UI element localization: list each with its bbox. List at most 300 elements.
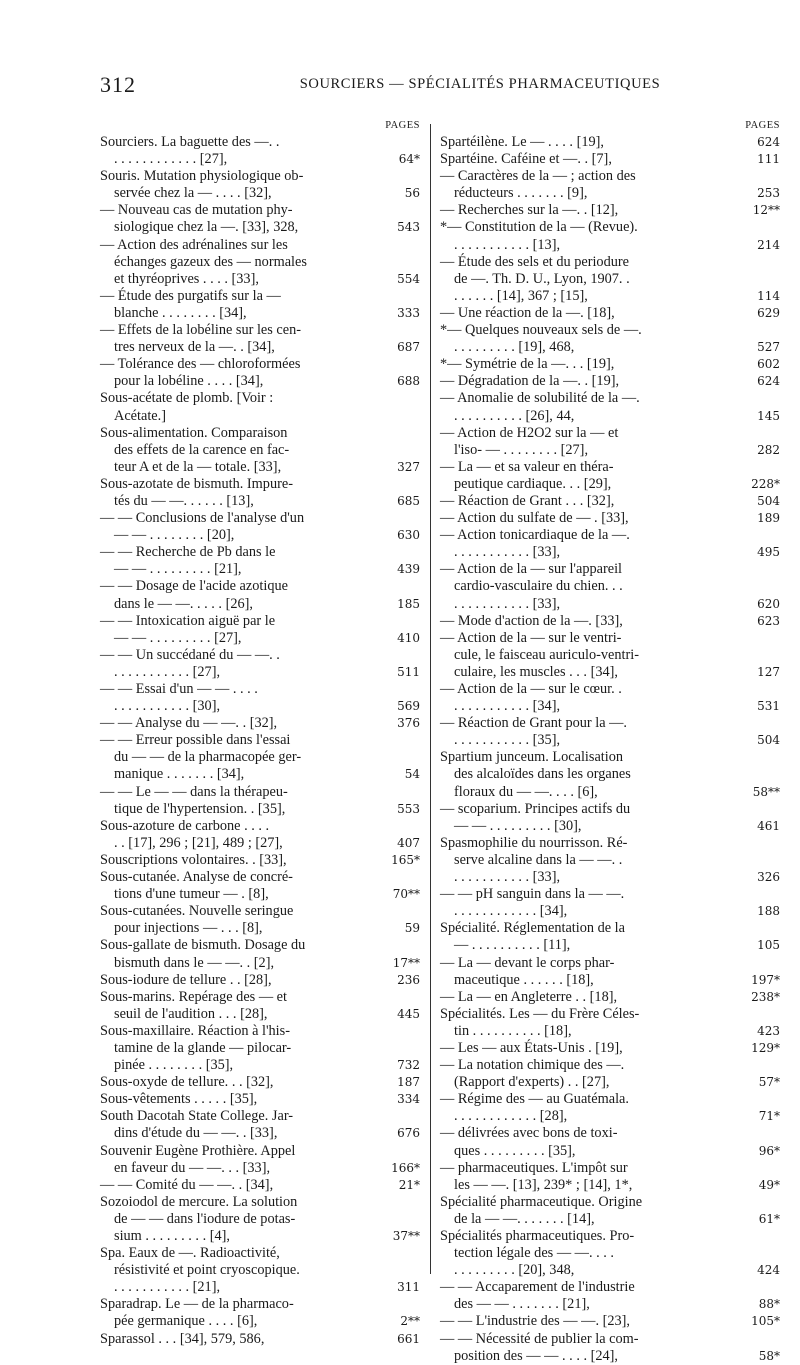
page-reference: 554 — [397, 271, 420, 286]
index-entry-line — [440, 288, 780, 305]
entry-text: — Action de la — sur le cœur. . — [440, 681, 622, 697]
entry-text: pour la lobéline . . . . [34], — [114, 373, 264, 390]
page-reference: 145 — [757, 408, 780, 423]
index-entry-line — [100, 903, 420, 920]
index-entry-line — [440, 339, 780, 356]
page-reference: 166* — [391, 1160, 420, 1175]
index-entry-line — [440, 903, 780, 920]
page-reference: 334 — [397, 1092, 420, 1107]
index-entry-line — [440, 749, 780, 766]
page-reference: 732 — [397, 1058, 420, 1073]
index-entry-line — [440, 647, 780, 664]
index-entry-line — [100, 339, 420, 356]
entry-text: les — —. [13], 239* ; [14], 1*, — [454, 1176, 633, 1193]
index-entry-line — [100, 476, 420, 493]
entry-text: Spartéilène. Le — . . . . [19], — [440, 134, 604, 150]
index-entry-line — [440, 459, 780, 476]
index-entry-line — [100, 1074, 420, 1091]
index-entry-line — [440, 715, 780, 732]
index-entry-line — [100, 1211, 420, 1228]
index-entry-line — [100, 219, 420, 236]
index-entry-line — [440, 151, 780, 168]
entry-text: — — pH sanguin dans la — —. — [440, 886, 625, 903]
index-entry-line — [100, 749, 420, 766]
index-entry-line — [100, 373, 420, 390]
entry-text: Spartéine. Caféine et —. . [7], — [440, 151, 612, 168]
entry-text: culaire, les muscles . . . [34], — [454, 663, 618, 680]
index-entry-line — [440, 202, 780, 219]
entry-text: siologique chez la —. [33], 328, — [114, 219, 299, 236]
page-reference: 602 — [757, 357, 780, 372]
page-reference: 96* — [758, 1143, 780, 1158]
page-reference: 61* — [758, 1211, 780, 1226]
index-entry-line — [100, 254, 420, 271]
index-entry-line — [440, 185, 780, 202]
index-entry-line — [100, 818, 420, 835]
page-reference: 238* — [751, 989, 780, 1004]
index-entry-line — [100, 920, 420, 937]
index-entry-line — [100, 185, 420, 202]
page-reference: 188 — [757, 904, 780, 919]
page-header — [100, 72, 780, 96]
entry-text: — — Nécessité de publier la com- — [440, 1330, 639, 1347]
index-entry-line — [440, 254, 780, 271]
page-reference: 21* — [398, 1177, 420, 1192]
entry-text: — Recherches sur la —. . [12], — [440, 202, 619, 219]
index-column-left — [100, 118, 420, 1348]
page-reference: 327 — [397, 459, 420, 474]
page-reference: 685 — [397, 493, 420, 508]
page-reference: 189 — [757, 511, 780, 526]
page-reference: 630 — [397, 528, 420, 543]
index-entry-line — [100, 1245, 420, 1262]
entry-text: . . . . . . . . . . . [35], — [454, 732, 561, 749]
entry-text: tions d'une tumeur — . [8], — [114, 886, 269, 903]
page-reference: 71* — [758, 1109, 780, 1124]
entry-text: — — Le — — dans la thérapeu- — [100, 783, 288, 800]
index-entry-line — [440, 1331, 780, 1348]
entry-text: South Dacotah State College. Jar- — [100, 1108, 294, 1125]
page-reference: 661 — [397, 1331, 420, 1346]
entry-text: — La — devant le corps phar- — [440, 954, 615, 971]
index-entry-line — [100, 237, 420, 254]
page-reference: 58** — [752, 784, 780, 799]
entry-text: maceutique . . . . . . [18], — [454, 971, 594, 988]
page-reference: 688 — [397, 374, 420, 389]
entry-text: — scoparium. Principes actifs du — [440, 800, 631, 817]
index-entry-line — [440, 356, 780, 373]
page-reference: 376 — [397, 716, 420, 731]
entry-text: en faveur du — —. . . [33], — [114, 1159, 271, 1176]
index-entry-line — [440, 561, 780, 578]
index-entry-line — [100, 322, 420, 339]
index-entry-line — [440, 544, 780, 561]
entry-text: Sous-gallate de bismuth. Dosage du — [100, 937, 306, 954]
entry-text: Sous-alimentation. Comparaison — [100, 424, 288, 441]
page-reference: 57* — [758, 1075, 780, 1090]
index-entry-line — [440, 1313, 780, 1330]
index-entry-line — [440, 1040, 780, 1057]
entry-text: Sparadrap. Le — de la pharmaco- — [100, 1296, 294, 1313]
page-reference: 17** — [392, 955, 420, 970]
page-reference: 504 — [757, 493, 780, 508]
page-reference: 54 — [404, 767, 420, 782]
index-entry-line — [100, 886, 420, 903]
index-entry-line — [440, 1091, 780, 1108]
index-entry-line — [100, 715, 420, 732]
entry-text: des alcaloïdes dans les organes — [454, 766, 631, 783]
entry-text: — — Analyse du — —. . [32], — [100, 715, 278, 732]
page-reference: 333 — [397, 305, 420, 320]
index-entry-line — [440, 527, 780, 544]
running-title: SOURCIERS — SPÉCIALITÉS PHARMACEUTIQUES — [299, 76, 661, 92]
index-entry-line — [100, 1194, 420, 1211]
page-reference: 445 — [397, 1006, 420, 1021]
page-reference: 504 — [757, 733, 780, 748]
entry-text: Souris. Mutation physiologique ob- — [100, 168, 304, 185]
entry-text: *— Quelques nouveaux sels de —. — [440, 322, 642, 339]
index-entry-line — [440, 852, 780, 869]
pages-heading: PAGES — [745, 120, 780, 131]
index-entry-line — [100, 271, 420, 288]
page-reference: 553 — [397, 801, 420, 816]
entry-text: . . . . . . . . . . . . [34], — [454, 903, 568, 920]
entry-text: — Caractères de la — ; action des — [440, 168, 636, 185]
entry-text: — Dégradation de la —. . [19], — [440, 373, 620, 390]
index-entry-line — [440, 818, 780, 835]
entry-text: . . . . . . . . . . . [33], — [454, 869, 561, 886]
entry-text: . . . . . . . . . . . . [28], — [454, 1108, 568, 1125]
index-entry-line — [100, 1228, 420, 1245]
index-entry-line — [100, 493, 420, 510]
entry-text: Sous-vêtements . . . . . [35], — [100, 1091, 258, 1108]
entry-text: Sourciers. La baguette des —. . — [100, 134, 280, 150]
index-entry-line — [440, 1245, 780, 1262]
index-entry-line — [100, 168, 420, 185]
page-reference: 88* — [758, 1297, 780, 1312]
entry-text: position des — — . . . . [24], — [454, 1347, 619, 1364]
page-reference: 185 — [397, 596, 420, 611]
page-reference: 629 — [757, 305, 780, 320]
entry-text: résistivité et point cryoscopique. — [114, 1262, 300, 1279]
index-entry-line — [100, 596, 420, 613]
entry-text: teur A et de la — totale. [33], — [114, 458, 282, 475]
entry-text: — — Recherche de Pb dans le — [100, 544, 276, 561]
entry-text: . . . . . . . . . [19], 468, — [454, 339, 575, 356]
index-entry-line — [100, 784, 420, 801]
page-reference: 228* — [751, 476, 780, 491]
entry-text: — Étude des purgatifs sur la — — [100, 287, 281, 304]
entry-text: . . . . . . . . . . . [34], — [454, 698, 561, 715]
entry-text: — — Comité du — —. . [34], — [100, 1176, 274, 1193]
entry-text: de — — dans l'iodure de potas- — [114, 1210, 296, 1227]
entry-text: ques . . . . . . . . . [35], — [454, 1142, 576, 1159]
entry-text: sium . . . . . . . . . [4], — [114, 1228, 230, 1244]
entry-text: — . . . . . . . . . . [11], — [454, 937, 571, 954]
entry-text: servée chez la — . . . . [32], — [114, 185, 272, 202]
page-reference: 105 — [757, 938, 780, 953]
entry-text: — — L'industrie des — —. [23], — [440, 1313, 630, 1330]
index-entry-line — [100, 972, 420, 989]
entry-text: — Action tonicardiaque de la —. — [440, 527, 630, 544]
index-entry-line — [440, 1125, 780, 1142]
entry-text: seuil de l'audition . . . [28], — [114, 1005, 268, 1022]
entry-text: — Action de la — sur l'appareil — [440, 561, 623, 578]
entry-text: — — Un succédané du — —. . — [100, 646, 280, 663]
entry-text: réducteurs . . . . . . . [9], — [454, 185, 588, 202]
entry-text: — Action de la — sur le ventri- — [440, 629, 622, 646]
index-entry-line — [440, 390, 780, 407]
entry-text: pée germanique . . . . [6], — [114, 1313, 258, 1330]
index-entry-line — [100, 801, 420, 818]
entry-text: peutique cardiaque. . . [29], — [454, 475, 612, 492]
page-reference: 527 — [757, 340, 780, 355]
index-entry-line — [440, 1057, 780, 1074]
index-entry-line — [440, 578, 780, 595]
page-reference: 127 — [757, 664, 780, 679]
page-reference: 129* — [751, 1040, 780, 1055]
index-entry-line — [440, 425, 780, 442]
index-entry-line — [100, 869, 420, 886]
index-entry-line — [440, 493, 780, 510]
index-entry-line — [440, 1177, 780, 1194]
entry-text: Sous-cutanées. Nouvelle seringue — [100, 903, 294, 920]
entry-text: . . . . . . . . . . . [21], — [114, 1279, 221, 1296]
entry-text: — — Conclusions de l'analyse d'un — [100, 510, 305, 527]
index-entry-line — [440, 271, 780, 288]
index-entry-line — [100, 527, 420, 544]
index-entry-line — [440, 630, 780, 647]
entry-text: tique de l'hypertension. . [35], — [114, 800, 286, 817]
entry-text: — Régime des — au Guatémala. — [440, 1091, 629, 1108]
index-entry-line — [440, 322, 780, 339]
index-entry-line — [100, 578, 420, 595]
index-entry-line — [440, 1074, 780, 1091]
entry-text: de —. Th. D. U., Lyon, 1907. . — [454, 270, 630, 287]
page-reference: 59 — [404, 921, 420, 936]
index-entry-line — [100, 1296, 420, 1313]
entry-text: tection légale des — —. . . . — [454, 1245, 615, 1262]
page-reference: 12** — [752, 203, 780, 218]
index-entry-line — [100, 955, 420, 972]
index-entry-line — [100, 459, 420, 476]
entry-text: Spasmophilie du nourrisson. Ré- — [440, 834, 628, 851]
page-reference: 407 — [397, 835, 420, 850]
entry-text: Souscriptions volontaires. . [33], — [100, 851, 287, 868]
index-entry-line — [440, 134, 780, 151]
entry-text: Sous-marins. Repérage des — et — [100, 988, 288, 1005]
index-entry-line — [440, 219, 780, 236]
index-entry-line — [100, 1331, 420, 1348]
index-entry-line — [440, 1279, 780, 1296]
entry-text: — — Erreur possible dans l'essai — [100, 732, 291, 749]
index-entry-line — [100, 1091, 420, 1108]
page-reference: 114 — [757, 288, 780, 303]
index-entry-line — [100, 613, 420, 630]
entry-text: — Action des adrénalines sur les — [100, 236, 288, 253]
entry-text: — Réaction de Grant pour la —. — [440, 715, 627, 732]
entry-text: Sparassol . . . [34], 579, 586, — [100, 1330, 265, 1347]
index-entry-line — [440, 784, 780, 801]
index-entry-line — [100, 989, 420, 1006]
entry-text: serve alcaline dans la — —. . — [454, 851, 623, 868]
entry-text: — Action de H2O2 sur la — et — [440, 424, 619, 441]
index-entry-line — [440, 1211, 780, 1228]
index-entry-line — [440, 1108, 780, 1125]
index-entry-line — [440, 408, 780, 425]
entry-text: blanche . . . . . . . . [34], — [114, 304, 247, 321]
index-entry-line — [100, 356, 420, 373]
entry-text: Sous-oxyde de tellure. . . [32], — [100, 1074, 274, 1091]
page-reference: 511 — [397, 664, 420, 679]
entry-text: . . . . . . . . . . . [33], — [454, 595, 561, 612]
entry-text: Sozoiodol de mercure. La solution — [100, 1193, 298, 1210]
entry-text: — pharmaceutiques. L'impôt sur — [440, 1159, 628, 1176]
entry-text: — délivrées avec bons de toxi- — [440, 1125, 618, 1142]
index-entry-line — [100, 766, 420, 783]
index-entry-line — [100, 1125, 420, 1142]
page-reference: 105* — [751, 1314, 780, 1329]
entry-text: — Mode d'action de la —. [33], — [440, 612, 623, 629]
page-reference: 253 — [757, 186, 780, 201]
entry-text: dins d'étude du — —. . [33], — [114, 1125, 278, 1142]
index-entry-line — [440, 305, 780, 322]
page-reference: 236 — [397, 972, 420, 987]
entry-text: *— Symétrie de la —. . . [19], — [440, 356, 615, 373]
index-entry-line — [100, 425, 420, 442]
entry-text: de la — —. . . . . . . [14], — [454, 1210, 595, 1227]
entry-text: tin . . . . . . . . . . [18], — [454, 1022, 572, 1039]
entry-text: bismuth dans le — —. . [2], — [114, 954, 275, 971]
index-entry-line — [100, 544, 420, 561]
entry-text: . . . . . . . . . . . [27], — [114, 663, 221, 680]
entry-text: — — Essai d'un — — . . . . — [100, 681, 258, 697]
page-reference: 687 — [397, 340, 420, 355]
index-entry-line — [440, 442, 780, 459]
index-entry-line — [100, 647, 420, 664]
index-entry-line — [100, 202, 420, 219]
entry-text: l'iso- — . . . . . . . . [27], — [454, 441, 589, 458]
index-entry-line — [440, 766, 780, 783]
index-entry-line — [100, 852, 420, 869]
index-entry-line — [440, 373, 780, 390]
entry-text: — — Accaparement de l'industrie — [440, 1279, 635, 1296]
index-entry-line — [100, 664, 420, 681]
index-entry-line — [440, 972, 780, 989]
page-reference: 326 — [757, 870, 780, 885]
entry-text: pour injections — . . . [8], — [114, 920, 263, 937]
page-reference: 165* — [391, 852, 420, 867]
entry-text: — Étude des sels et du periodure — [440, 253, 629, 270]
index-entry-line — [440, 596, 780, 613]
entry-text: Sous-acétate de plomb. [Voir : — [100, 390, 274, 407]
page-reference: 37** — [392, 1229, 420, 1243]
index-entry-line — [440, 732, 780, 749]
entry-text: et thyréoprives . . . . [33], — [114, 270, 259, 287]
index-entry-line — [440, 1228, 780, 1245]
entry-text: — Les — aux États-Unis . [19], — [440, 1039, 623, 1056]
entry-text: . . . . . . . . . [20], 348, — [454, 1262, 575, 1279]
index-entry-line — [440, 1023, 780, 1040]
entry-text: — Tolérance des — chloroformées — [100, 356, 301, 373]
entry-text: Spa. Eaux de —. Radioactivité, — [100, 1245, 280, 1262]
page-reference: 70** — [392, 887, 420, 902]
index-entry-line — [440, 1160, 780, 1177]
page-reference: 187 — [397, 1075, 420, 1090]
index-entry-line — [100, 1057, 420, 1074]
page-reference: 2** — [400, 1314, 420, 1329]
index-entry-line — [440, 681, 780, 698]
entry-text: — — Dosage de l'acide azotique — [100, 578, 288, 595]
page-reference: 311 — [397, 1280, 420, 1295]
index-entry-line — [100, 151, 420, 168]
entry-text: Spartium junceum. Localisation — [440, 749, 624, 766]
entry-text: Sous-azotate de bismuth. Impure- — [100, 475, 293, 492]
page-reference: 439 — [397, 562, 420, 577]
index-entry-line — [100, 698, 420, 715]
page-reference: 495 — [757, 545, 780, 560]
entry-text: Spécialité. Réglementation de la — [440, 920, 626, 937]
index-entry-line — [440, 476, 780, 493]
entry-text: Spécialités. Les — du Frère Céles- — [440, 1005, 640, 1022]
index-entry-line — [100, 681, 420, 698]
entry-text: — Réaction de Grant . . . [32], — [440, 492, 615, 509]
entry-text: — La — en Angleterre . . [18], — [440, 988, 618, 1005]
entry-text: Sous-cutanée. Analyse de concré- — [100, 869, 293, 886]
entry-text: — Action du sulfate de — . [33], — [440, 510, 629, 527]
entry-text: Sous-iodure de tellure . . [28], — [100, 971, 272, 988]
entry-text: Spécialités pharmaceutiques. Pro- — [440, 1228, 635, 1244]
index-entry-line — [440, 510, 780, 527]
index-entry-line — [100, 937, 420, 954]
index-entry-line — [100, 1040, 420, 1057]
page-reference: 543 — [397, 220, 420, 235]
entry-text: — Une réaction de la —. [18], — [440, 304, 615, 321]
page-number: 312 — [100, 72, 136, 97]
entry-text: . . . . . . . . . . . [13], — [454, 236, 561, 253]
page-reference: 620 — [757, 596, 780, 611]
entry-text: échanges gazeux des — normales — [114, 253, 307, 270]
entry-text: . . . . . . . . . . . . [27], — [114, 151, 228, 168]
entry-text: pinée . . . . . . . . [35], — [114, 1057, 234, 1074]
index-entry-line — [440, 886, 780, 903]
index-entry-line — [100, 630, 420, 647]
page-reference: 623 — [757, 613, 780, 628]
entry-text: — Anomalie de solubilité de la —. — [440, 390, 640, 407]
index-entry-line — [440, 955, 780, 972]
index-entry-line — [440, 168, 780, 185]
entry-text: — Effets de la lobéline sur les cen- — [100, 322, 302, 339]
index-entry-line — [440, 937, 780, 954]
index-entry-line — [100, 1160, 420, 1177]
index-column-right — [440, 118, 780, 1365]
index-entry-line — [100, 1023, 420, 1040]
page-reference: 214 — [757, 237, 780, 252]
index-entry-line — [100, 835, 420, 852]
entry-text: cule, le faisceau auriculo-ventri- — [454, 646, 639, 663]
entry-text: Spécialité pharmaceutique. Origine — [440, 1193, 643, 1210]
index-entry-line — [440, 1143, 780, 1160]
index-entry-line — [100, 1006, 420, 1023]
index-entry-line — [440, 869, 780, 886]
entry-text: . . . . . . . . . . . [30], — [114, 698, 221, 715]
index-entry-line — [100, 732, 420, 749]
entry-text: *— Constitution de la — (Revue). — [440, 219, 638, 236]
index-entry-line — [440, 613, 780, 630]
page-reference: 424 — [757, 1263, 780, 1278]
entry-text: dans le — —. . . . . [26], — [114, 595, 253, 612]
index-entry-line — [100, 390, 420, 407]
